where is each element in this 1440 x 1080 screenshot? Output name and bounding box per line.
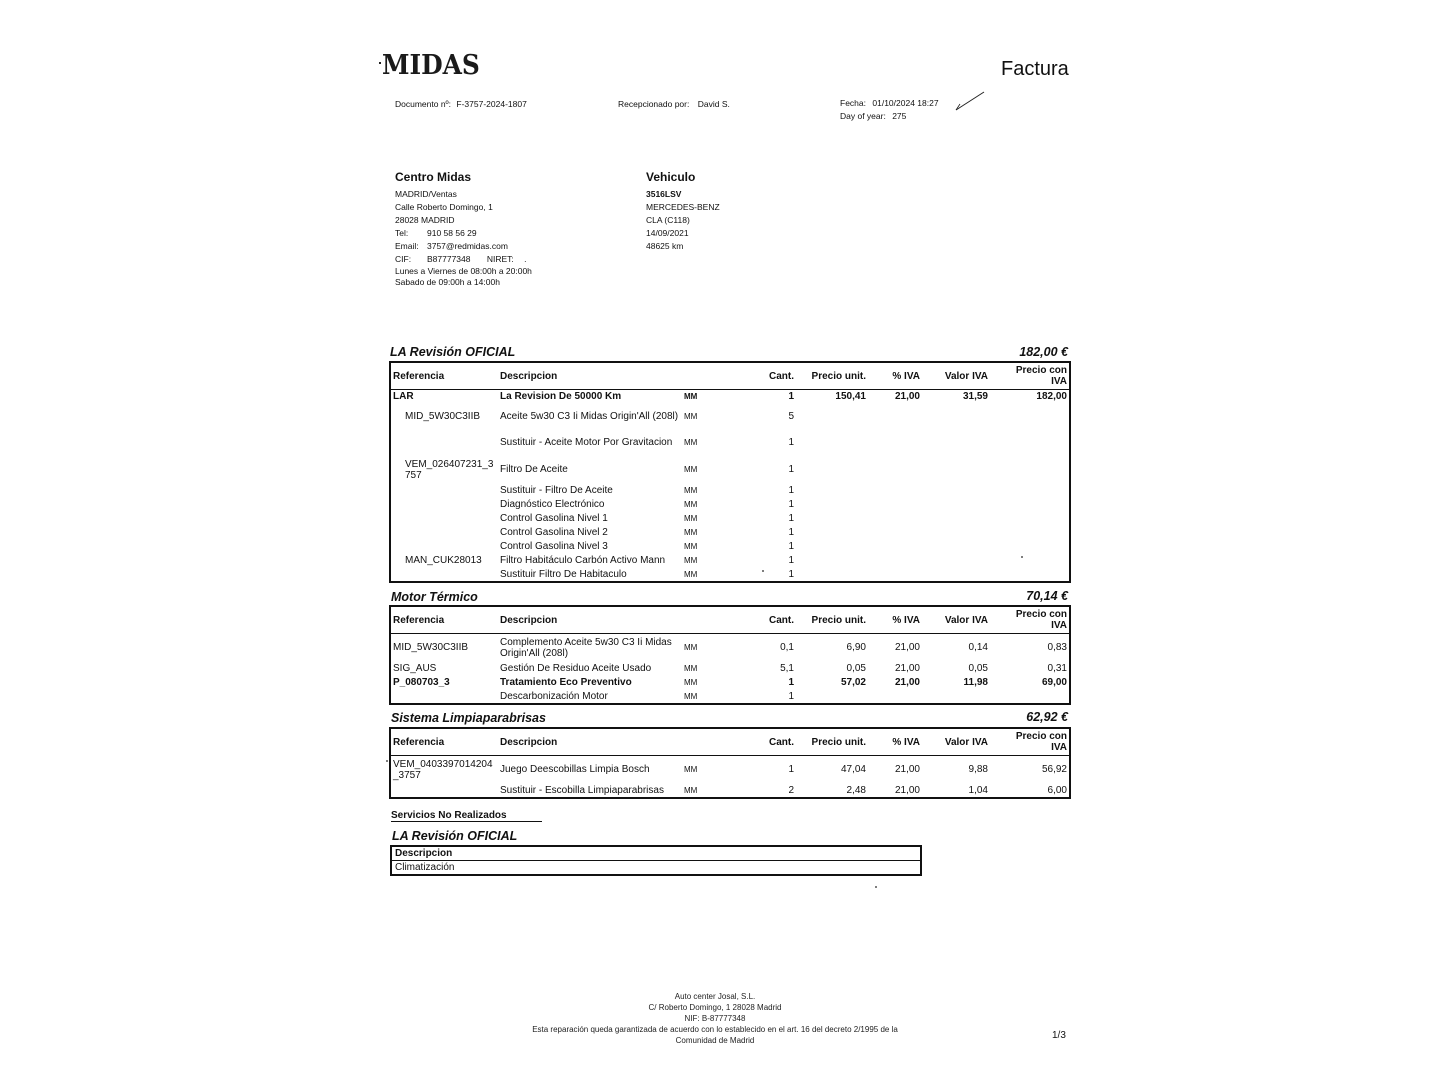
row-desc: La Revision De 50000 Km — [500, 391, 622, 403]
table-row — [390, 404, 1070, 430]
scan-speck — [875, 886, 877, 888]
footer-line: Auto center Josal, S.L. — [674, 992, 756, 1001]
col-precio-unit: Precio unit. — [796, 362, 868, 390]
col-iva-pct: % IVA — [868, 606, 922, 634]
col-referencia: Referencia — [390, 362, 498, 390]
fecha-value: 01/10/2024 18:27 — [872, 98, 939, 108]
row-desc: Juego Deescobillas Limpia Bosch — [500, 764, 650, 776]
invoice-table-limpiaparabrisas — [389, 727, 1071, 799]
col-precio-unit: Precio unit. — [796, 728, 868, 756]
vehiculo-line: CLA (C118) — [646, 215, 690, 225]
row-ref — [390, 512, 498, 526]
no-realizados-subtitle: LA Revisión OFICIAL — [392, 829, 518, 843]
row-unit: MM — [684, 643, 698, 653]
documento-value: F-3757-2024-1807 — [456, 99, 527, 109]
row-desc: Gestión De Residuo Aceite Usado — [500, 663, 652, 674]
row-cant: 1 — [788, 764, 794, 776]
row-ref — [390, 784, 498, 798]
row-cant: 1 — [788, 464, 794, 475]
col-valor-iva: Valor IVA — [922, 606, 990, 634]
col-descripcion: Descripcion — [498, 728, 682, 756]
row-precio-con-iva: 56,92 — [1041, 764, 1067, 776]
row-ref — [390, 498, 498, 512]
col-referencia: Referencia — [390, 606, 498, 634]
col-cant: Cant. — [756, 362, 796, 390]
row-precio-unit: 0,05 — [846, 663, 866, 674]
niret-label: NIRET: — [486, 254, 514, 264]
row-unit: MM — [684, 678, 698, 687]
row-precio-unit: 6,90 — [846, 642, 866, 654]
signature-mark — [954, 90, 986, 114]
row-cant: 1 — [788, 485, 794, 496]
hours-line: Lunes a Viernes de 08:00h a 20:00h — [395, 266, 532, 276]
no-realizados-table — [390, 845, 922, 876]
row-precio-con-iva: 0,31 — [1047, 663, 1067, 674]
tel-label: Tel: — [395, 228, 409, 238]
row-iva: 21,00 — [894, 677, 920, 688]
vehiculo-block — [646, 170, 846, 253]
row-cant: 1 — [788, 555, 794, 566]
row-valor-iva: 0,14 — [968, 642, 988, 654]
col-precio-con-iva — [990, 362, 1070, 390]
row-iva: 21,00 — [894, 663, 920, 674]
row-cant: 1 — [788, 513, 794, 524]
row-ref — [390, 568, 498, 582]
row-iva: 21,00 — [894, 642, 920, 654]
row-ref — [390, 484, 498, 498]
row-unit: MM — [684, 569, 698, 579]
row-ref: SIG_AUS — [393, 663, 437, 674]
table-row — [390, 568, 1070, 582]
col-descripcion: Descripcion — [395, 848, 453, 859]
row-precio-unit: 150,41 — [835, 391, 866, 403]
row-ref: VEM_026407231_3757 — [405, 458, 494, 481]
col-precio-con-iva-line2: IVA — [1051, 620, 1067, 631]
row-desc: Tratamiento Eco Preventivo — [500, 677, 632, 688]
cif-value: B87777348 — [427, 254, 471, 264]
centro-line: Calle Roberto Domingo, 1 — [395, 202, 493, 212]
table-row — [390, 430, 1070, 456]
row-unit: MM — [684, 465, 698, 474]
col-precio-con-iva-line1: Precio con — [1015, 609, 1067, 620]
scan-speck — [386, 760, 388, 762]
day-of-year-value: 275 — [892, 111, 907, 121]
row-ref — [390, 540, 498, 554]
document-title: Factura — [1001, 58, 1069, 80]
row-cant: 1 — [788, 690, 794, 702]
table-header-row — [391, 846, 921, 861]
row-precio-unit: 57,02 — [840, 677, 866, 688]
fecha-field — [840, 97, 939, 123]
row-unit: MM — [684, 556, 698, 565]
no-realizados-heading: Servicios No Realizados — [391, 810, 542, 822]
table-row — [390, 784, 1070, 798]
col-referencia: Referencia — [390, 728, 498, 756]
table-row — [390, 526, 1070, 540]
row-desc: Control Gasolina Nivel 1 — [500, 513, 608, 524]
row-cant: 0,1 — [780, 642, 794, 654]
recepcionado-value: David S. — [697, 99, 730, 109]
row-valor-iva: 0,05 — [968, 663, 988, 674]
row-precio-unit: 47,04 — [840, 764, 866, 776]
footer-line: Comunidad de Madrid — [675, 1036, 755, 1045]
table-row — [391, 861, 921, 876]
tel-value: 910 58 56 29 — [427, 228, 477, 238]
section-total: 62,92 € — [1026, 710, 1068, 724]
table-row — [390, 690, 1070, 704]
row-unit: MM — [684, 664, 698, 673]
col-unit — [682, 728, 756, 756]
row-cant: 2 — [788, 784, 794, 796]
vehiculo-line: MERCEDES-BENZ — [646, 202, 720, 212]
section-title: Sistema Limpiaparabrisas — [391, 711, 546, 725]
footer-line: C/ Roberto Domingo, 1 28028 Madrid — [648, 1003, 782, 1012]
row-desc: Sustituir - Filtro De Aceite — [500, 485, 613, 496]
vehiculo-plate: 3516LSV — [646, 189, 682, 199]
row-valor-iva: 9,88 — [968, 764, 988, 776]
row-unit: MM — [684, 765, 698, 775]
recepcionado-field — [618, 98, 730, 111]
vehiculo-line: 48625 km — [646, 241, 684, 251]
invoice-table-revision — [389, 361, 1071, 583]
section-total: 70,14 € — [1026, 589, 1068, 603]
row-cant: 1 — [788, 527, 794, 538]
row-ref — [390, 526, 498, 540]
row-ref — [390, 690, 498, 704]
section-title: LA Revisión OFICIAL — [390, 345, 516, 359]
col-valor-iva: Valor IVA — [922, 728, 990, 756]
day-of-year-label: Day of year: — [840, 111, 886, 121]
row-cant: 1 — [788, 541, 794, 552]
col-precio-unit: Precio unit. — [796, 606, 868, 634]
row-valor-iva: 11,98 — [963, 677, 988, 688]
col-precio-con-iva-line2: IVA — [1051, 376, 1067, 387]
recepcionado-label: Recepcionado por: — [618, 99, 690, 109]
col-descripcion: Descripcion — [498, 362, 682, 390]
col-descripcion: Descripcion — [498, 606, 682, 634]
row-precio-con-iva: 0,83 — [1047, 642, 1067, 654]
row-ref: MID_5W30C3IIB — [393, 642, 469, 654]
footer — [520, 991, 910, 1046]
col-unit — [682, 362, 756, 390]
section-total: 182,00 € — [1019, 345, 1068, 359]
vehiculo-title: Vehiculo — [646, 170, 696, 184]
row-cant: 1 — [788, 391, 794, 403]
table-row — [390, 512, 1070, 526]
email-value: 3757@redmidas.com — [427, 241, 508, 251]
documento-field — [395, 98, 527, 111]
scan-speck — [762, 570, 764, 572]
row-desc: Diagnóstico Electrónico — [500, 499, 605, 510]
row-ref: MAN_CUK28013 — [405, 555, 482, 566]
page-number: 1/3 — [1052, 1030, 1066, 1041]
table-row — [390, 756, 1070, 784]
table-row — [390, 390, 1070, 404]
table-row — [390, 676, 1070, 690]
row-valor-iva: 1,04 — [968, 784, 988, 796]
row-ref: P_080703_3 — [393, 677, 450, 688]
row-cant: 5,1 — [780, 663, 794, 674]
row-unit: MM — [684, 691, 698, 701]
row-desc: Control Gasolina Nivel 3 — [500, 541, 608, 552]
row-cant: 1 — [788, 677, 794, 688]
row-precio-unit: 2,48 — [846, 784, 866, 796]
row-desc: Sustituir - Escobilla Limpiaparabrisas — [500, 784, 664, 796]
table-header-row — [390, 606, 1070, 634]
scan-speck — [1021, 556, 1023, 558]
cif-label: CIF: — [395, 254, 412, 264]
row-unit: MM — [684, 486, 698, 495]
row-desc: Aceite 5w30 C3 Ii Midas Origin'All (208l) — [500, 411, 679, 422]
col-cant: Cant. — [756, 728, 796, 756]
email-label: Email: — [395, 241, 419, 251]
centro-block — [395, 170, 625, 288]
table-row — [390, 554, 1070, 568]
col-valor-iva: Valor IVA — [922, 362, 990, 390]
table-row — [390, 634, 1070, 662]
row-desc: Control Gasolina Nivel 2 — [500, 527, 608, 538]
row-desc: Complemento Aceite 5w30 C3 Ii Midas Origin'All (208l) — [500, 636, 672, 659]
row-cant: 1 — [788, 437, 794, 448]
col-iva-pct: % IVA — [868, 728, 922, 756]
row-ref: LAR — [393, 391, 414, 403]
col-precio-con-iva — [990, 728, 1070, 756]
midas-logo: MIDAS — [382, 50, 480, 81]
table-row — [390, 484, 1070, 498]
row-desc: Filtro Habitáculo Carbón Activo Mann — [500, 555, 666, 566]
row-unit: MM — [684, 438, 698, 447]
footer-line: NIF: B-87777348 — [684, 1014, 746, 1023]
row-cant: 1 — [788, 568, 794, 580]
row-precio-con-iva: 69,00 — [1041, 677, 1067, 688]
row-valor-iva: 31,59 — [962, 391, 988, 403]
centro-line: MADRID/Ventas — [395, 189, 457, 199]
documento-label: Documento nº: — [395, 99, 452, 109]
col-unit — [682, 606, 756, 634]
invoice-table-motor — [389, 605, 1071, 705]
centro-title: Centro Midas — [395, 170, 472, 184]
table-header-row — [390, 362, 1070, 390]
table-row — [390, 456, 1070, 484]
row-ref: MID_5W30C3IIB — [405, 411, 481, 422]
row-precio-con-iva: 6,00 — [1047, 784, 1067, 796]
row-cant: 1 — [788, 499, 794, 510]
row-iva: 21,00 — [894, 784, 920, 796]
row-ref: VEM_0403397014204_3757 — [393, 758, 493, 781]
row-cant: 5 — [788, 411, 794, 422]
row-unit: MM — [684, 392, 698, 402]
hours-line: Sabado de 09:00h a 14:00h — [395, 277, 500, 287]
niret-value: . — [524, 254, 527, 264]
row-desc: Filtro De Aceite — [500, 464, 568, 475]
vehiculo-line: 14/09/2021 — [646, 228, 689, 238]
table-row — [390, 540, 1070, 554]
row-unit: MM — [684, 412, 698, 421]
row-unit: MM — [684, 542, 698, 551]
row-desc: Descarbonización Motor — [500, 690, 608, 702]
table-row — [390, 662, 1070, 676]
row-unit: MM — [684, 514, 698, 523]
row-ref — [390, 430, 498, 456]
row-unit: MM — [684, 785, 698, 795]
row-unit: MM — [684, 528, 698, 537]
row-desc: Sustituir - Aceite Motor Por Gravitacion — [500, 437, 673, 448]
col-precio-con-iva — [990, 606, 1070, 634]
scan-speck — [379, 62, 381, 64]
row-iva: 21,00 — [894, 391, 920, 403]
footer-line: Esta reparación queda garantizada de acuerdo con lo establecido en el art. 16 del decreto 2/1995 de la — [532, 1025, 898, 1034]
col-precio-con-iva-line1: Precio con — [1015, 731, 1067, 742]
col-precio-con-iva-line1: Precio con — [1015, 365, 1067, 376]
table-header-row — [390, 728, 1070, 756]
section-title: Motor Térmico — [391, 590, 478, 604]
row-precio-con-iva: 182,00 — [1036, 391, 1067, 403]
col-cant: Cant. — [756, 606, 796, 634]
row-desc: Climatización — [395, 862, 455, 873]
centro-line: 28028 MADRID — [395, 215, 455, 225]
col-precio-con-iva-line2: IVA — [1051, 742, 1067, 753]
row-unit: MM — [684, 500, 698, 509]
row-iva: 21,00 — [894, 764, 920, 776]
col-iva-pct: % IVA — [868, 362, 922, 390]
row-desc: Sustituir Filtro De Habitaculo — [500, 568, 627, 580]
fecha-label: Fecha: — [840, 98, 866, 108]
table-row — [390, 498, 1070, 512]
